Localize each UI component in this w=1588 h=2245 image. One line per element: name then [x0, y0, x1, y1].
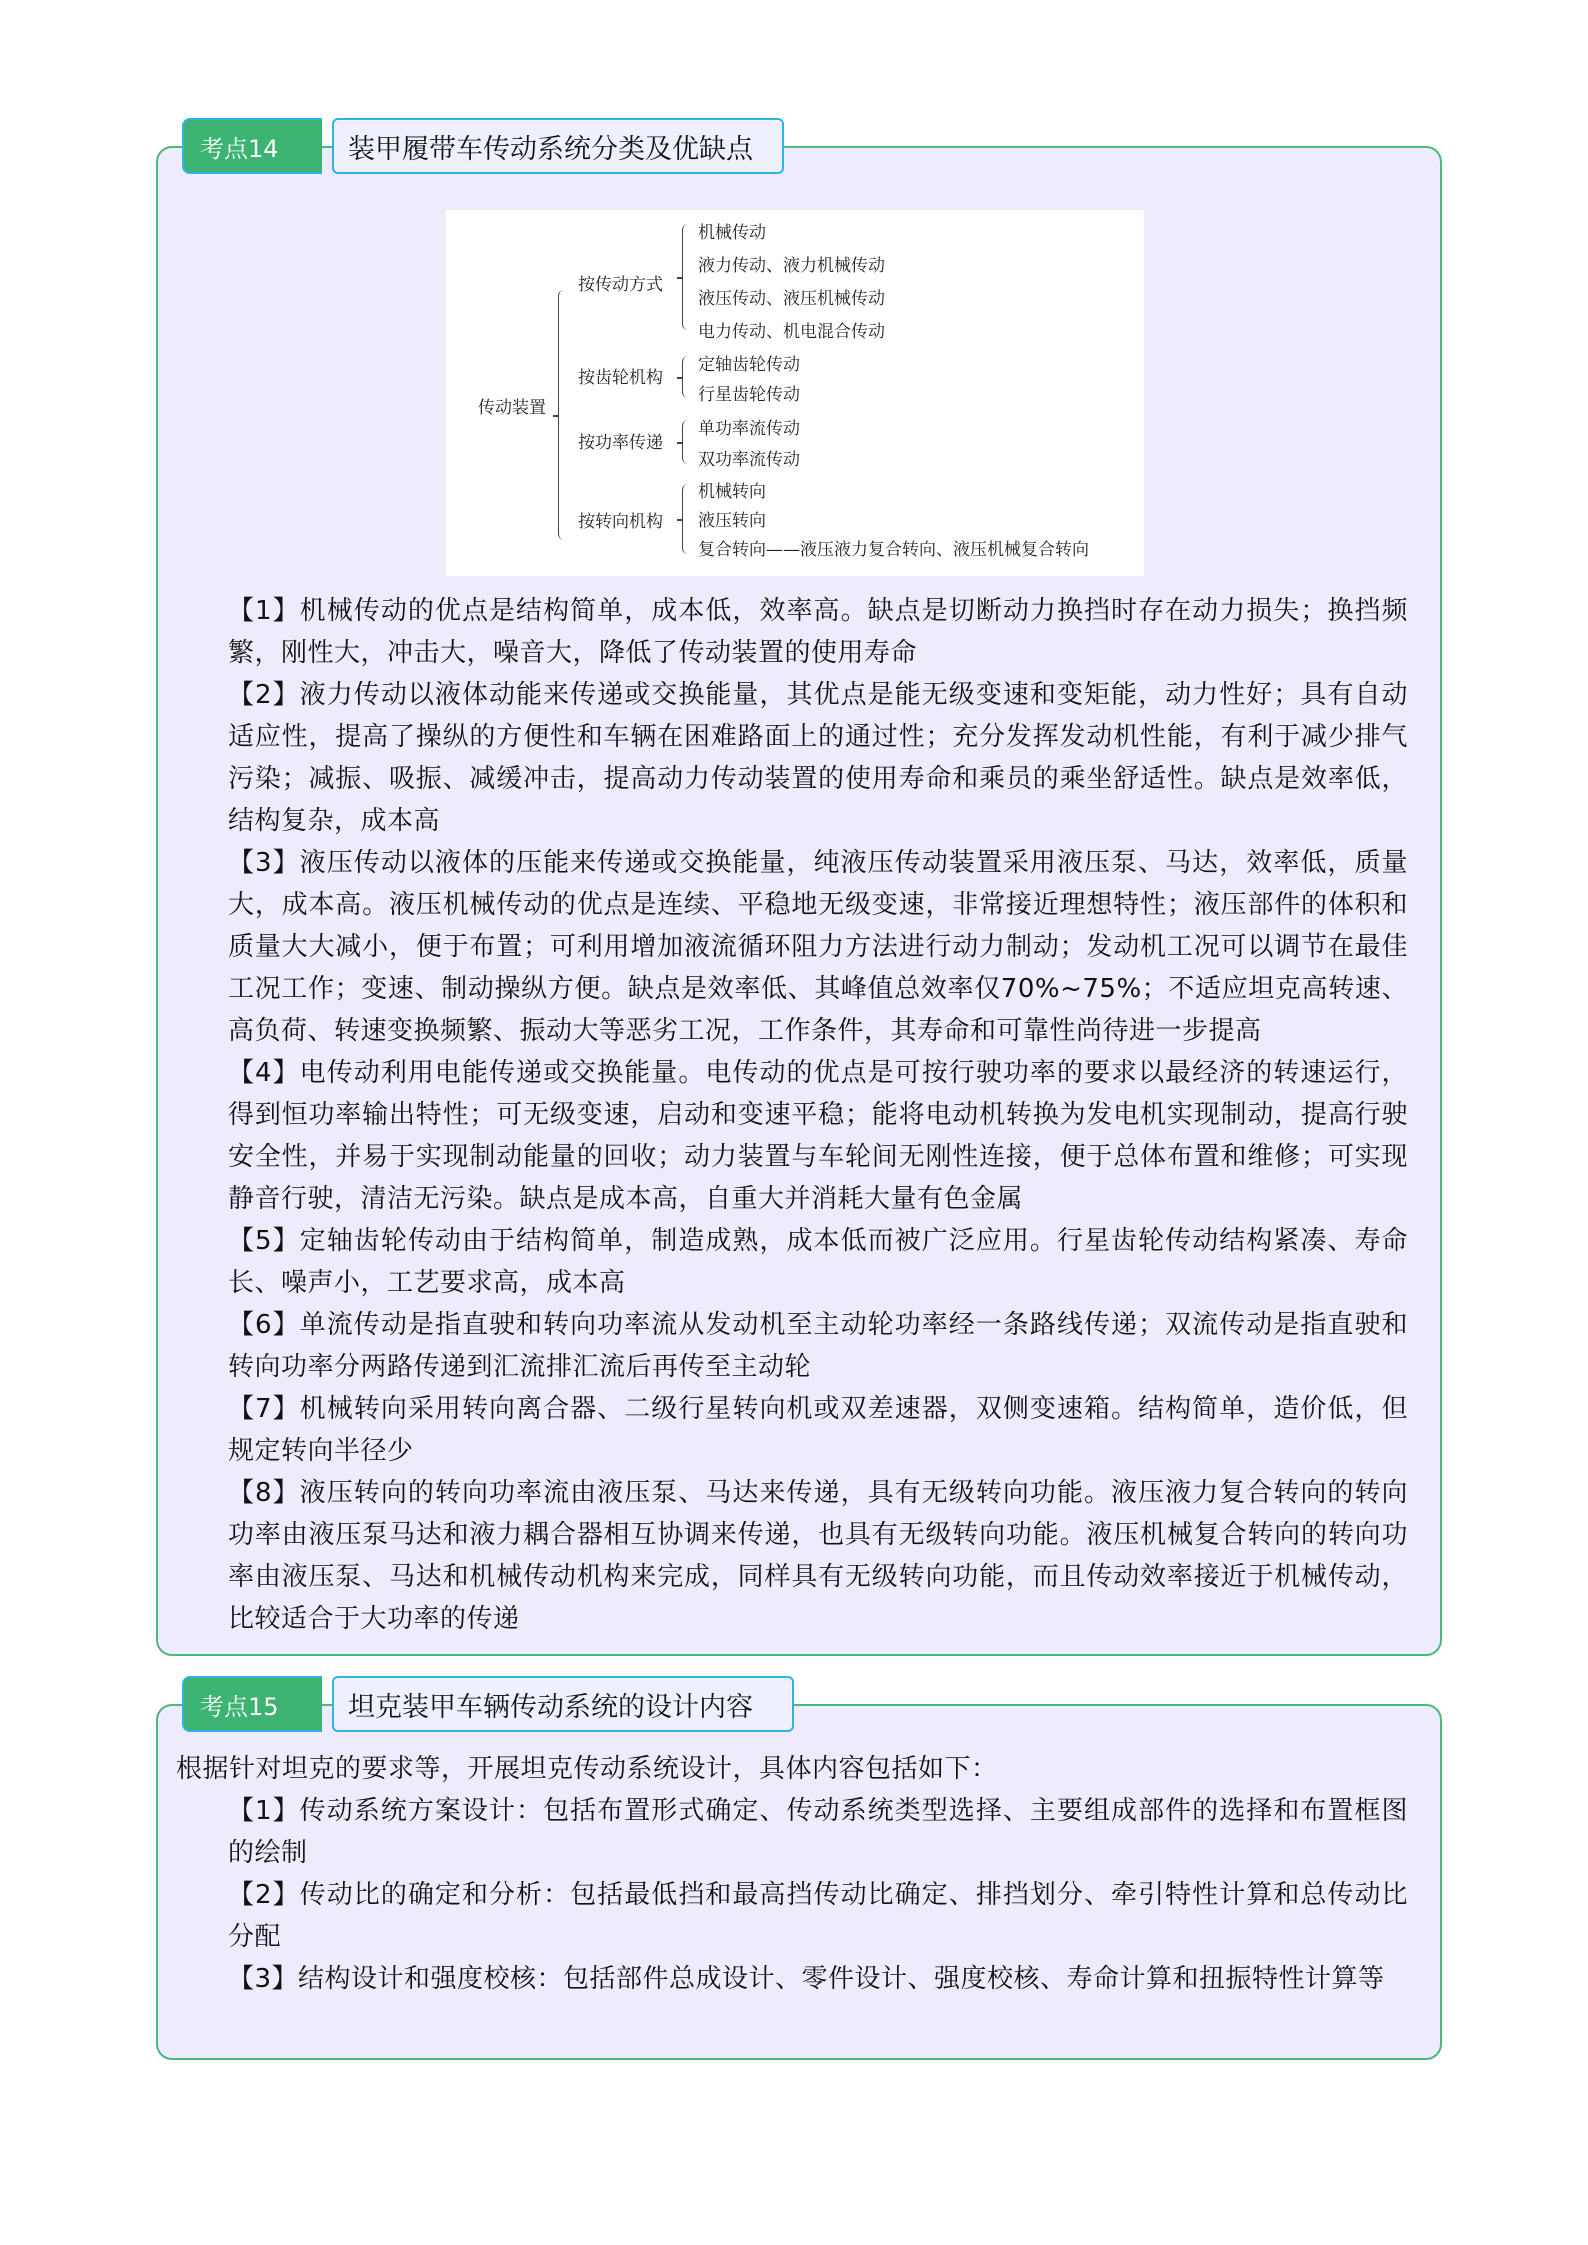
section-15-badge: 考点15 — [182, 1676, 322, 1732]
section-14-body — [176, 590, 1408, 1640]
branch-item: 行星齿轮传动 — [698, 385, 800, 405]
paragraph: 【1】传动系统方案设计：包括布置形式确定、传动系统类型选择、主要组成部件的选择和布置框图的绘制 — [228, 1796, 1408, 1868]
paragraph: 【2】液力传动以液体动能来传递或交换能量，其优点是能无级变速和变矩能，动力性好；具有自动适应性，提高了操纵的方便性和车辆在困难路面上的通过性；充分发挥发动机性能，有利于减少排气污染；减振、吸振、减缓冲击，提高动力传动装置的使用寿命和乘员的乘坐舒适性。缺点是效率低，结构复杂，成本高 — [228, 680, 1408, 836]
section-15-body — [176, 1748, 1408, 2000]
branch-item: 复合转向——液压液力复合转向、液压机械复合转向 — [698, 540, 1089, 560]
branch-label: 按传动方式 — [578, 275, 663, 295]
paragraph: 【3】液压传动以液体的压能来传递或交换能量，纯液压传动装置采用液压泵、马达，效率低，质量大，成本高。液压机械传动的优点是连续、平稳地无级变速，非常接近理想特性；液压部件的体积和质量大大减小，便于布置；可利用增加液流循环阻力方法进行动力制动；发动机工况可以调节在最佳工况工作；变速、制动操纵方便。缺点是效率低、其峰值总效率仅70%~75%；不适应坦克高转速、高负荷、转速变换频繁、振动大等恶劣工况，工作条件，其寿命和可靠性尚待进一步提高 — [228, 848, 1408, 1046]
paragraph: 【7】机械转向采用转向离合器、二级行星转向机或双差速器，双侧变速箱。结构简单，造价低，但规定转向半径少 — [228, 1394, 1408, 1466]
paragraph: 【3】结构设计和强度校核：包括部件总成设计、零件设计、强度校核、寿命计算和扭振特性计算等 — [228, 1964, 1385, 1994]
branch-item: 定轴齿轮传动 — [698, 355, 800, 375]
section-14-title: 装甲履带车传动系统分类及优缺点 — [332, 118, 784, 174]
paragraph: 【1】机械传动的优点是结构简单，成本低，效率高。缺点是切断动力换挡时存在动力损失；换挡频繁，刚性大，冲击大，噪音大，降低了传动装置的使用寿命 — [228, 596, 1408, 668]
section-14-badge: 考点14 — [182, 118, 322, 174]
branch-item: 电力传动、机电混合传动 — [698, 322, 885, 342]
branch-label: 按功率传递 — [578, 433, 663, 453]
branch-item: 单功率流传动 — [698, 419, 800, 439]
branch-brace — [682, 356, 689, 398]
section-15-header — [182, 1676, 794, 1732]
paragraph: 【8】液压转向的转向功率流由液压泵、马达来传递，具有无级转向功能。液压液力复合转向的转向功率由液压泵马达和液力耦合器相互协调来传递，也具有无级转向功能。液压机械复合转向的转向功率由液压泵、马达和机械传动机构来完成，同样具有无级转向功能，而且传动效率接近于机械传动，比较适合于大功率的传递 — [228, 1478, 1408, 1634]
branch-brace — [682, 224, 689, 330]
paragraph: 【4】电传动利用电能传递或交换能量。电传动的优点是可按行驶功率的要求以最经济的转速运行，得到恒功率输出特性；可无级变速，启动和变速平稳；能将电动机转换为发电机实现制动，提高行驶安全性，并易于实现制动能量的回收；动力装置与车轮间无刚性连接，便于总体布置和维修；可实现静音行驶，清洁无污染。缺点是成本高，自重大并消耗大量有色金属 — [228, 1058, 1408, 1214]
branch-label: 按转向机构 — [578, 512, 663, 532]
transmission-classification-diagram — [446, 210, 1144, 576]
branch-item: 液力传动、液力机械传动 — [698, 256, 885, 276]
branch-label: 按齿轮机构 — [578, 368, 663, 388]
branch-brace — [682, 484, 689, 554]
intro-paragraph: 根据针对坦克的要求等，开展坦克传动系统设计，具体内容包括如下： — [176, 1754, 998, 1784]
section-15-title: 坦克装甲车辆传动系统的设计内容 — [332, 1676, 794, 1732]
diagram-root: 传动装置 — [478, 398, 546, 418]
paragraph: 【6】单流传动是指直驶和转向功率流从发动机至主动轮功率经一条路线传递；双流传动是指直驶和转向功率分两路传递到汇流排汇流后再传至主动轮 — [228, 1310, 1408, 1382]
branch-brace — [682, 420, 689, 464]
branch-item: 液压转向 — [698, 511, 766, 531]
branch-item: 液压传动、液压机械传动 — [698, 289, 885, 309]
paragraph: 【2】传动比的确定和分析：包括最低挡和最高挡传动比确定、排挡划分、牵引特性计算和总传动比分配 — [228, 1880, 1408, 1952]
branch-item: 机械转向 — [698, 482, 766, 502]
paragraph: 【5】定轴齿轮传动由于结构简单，制造成熟，成本低而被广泛应用。行星齿轮传动结构紧凑、寿命长、噪声小，工艺要求高，成本高 — [228, 1226, 1408, 1298]
branch-item: 双功率流传动 — [698, 450, 800, 470]
branch-item: 机械传动 — [698, 223, 766, 243]
root-brace — [558, 290, 565, 540]
section-14-header — [182, 118, 784, 174]
